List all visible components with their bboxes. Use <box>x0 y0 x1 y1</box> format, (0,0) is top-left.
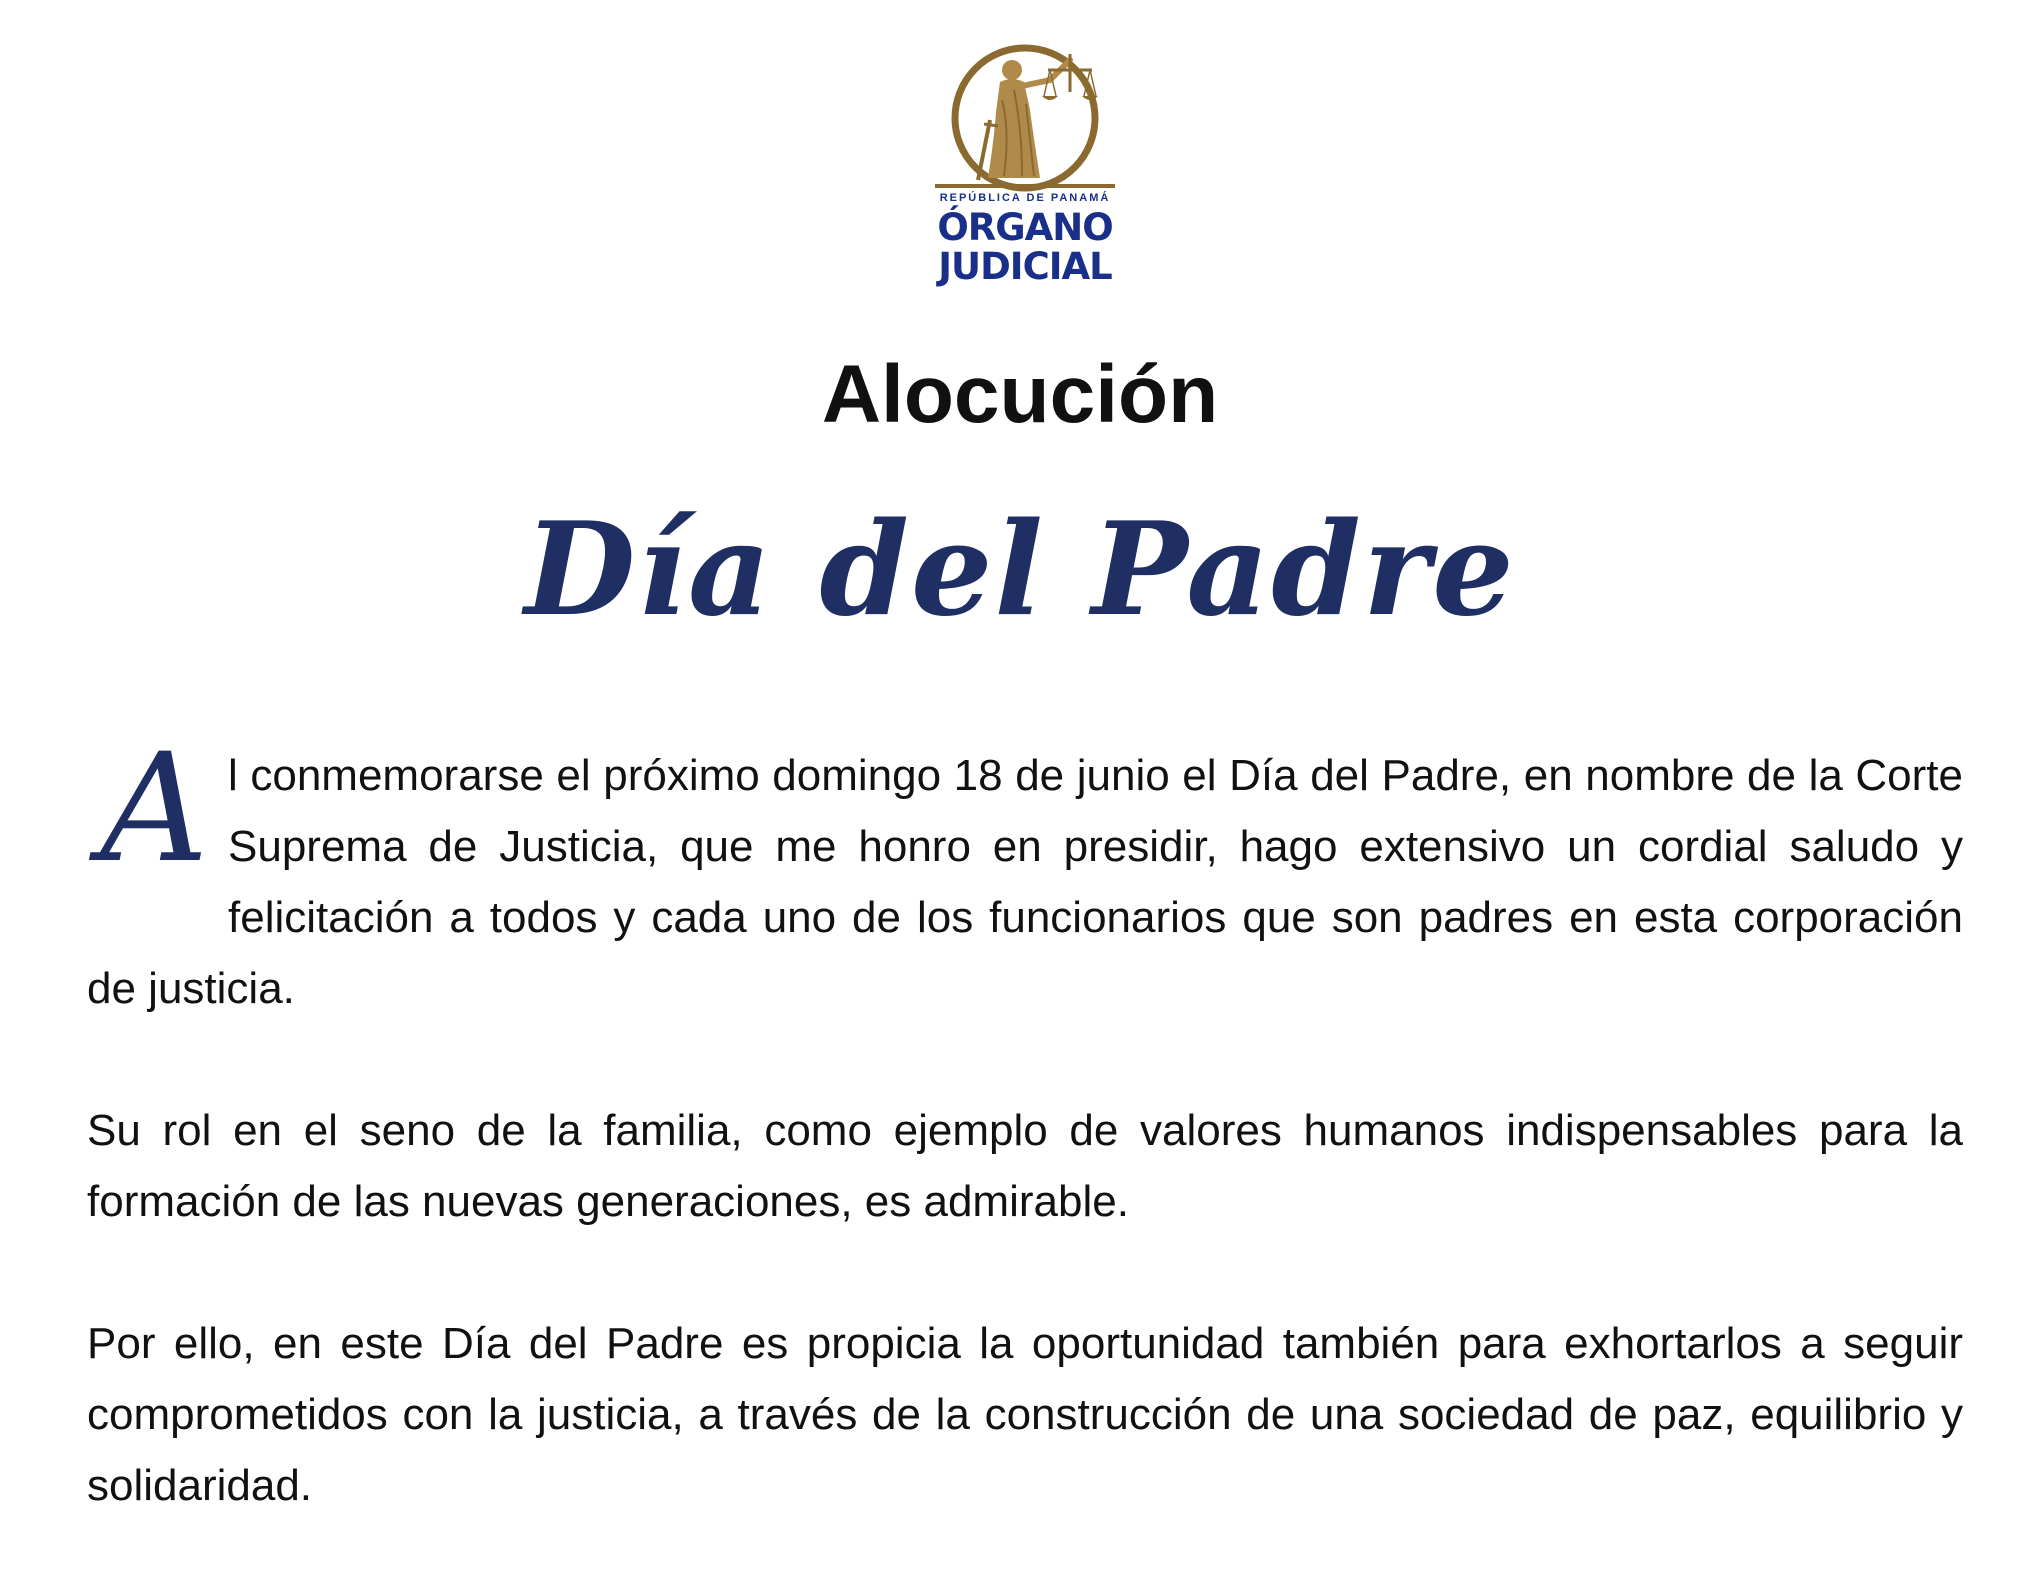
org-name-line1: ÓRGANO <box>937 206 1113 249</box>
document-title: Alocución <box>821 349 1219 440</box>
country-label: REPÚBLICA DE PANAMÁ <box>939 192 1111 204</box>
document-subtitle: Día del Padre <box>524 495 1516 645</box>
paragraph-1 <box>87 722 1963 1024</box>
document-body <box>87 722 1963 1592</box>
lady-justice-emblem-icon <box>930 40 1120 195</box>
paragraph-1-text: l conmemorarse el próximo domingo 18 de junio el Día del Padre, en nombre de la Corte Suprema de Justicia, que me honro en presidir, hago extensivo un cordial saludo y felicitación a todos y cada uno de los funcionarios que son padres en esta corporación de justicia. <box>87 751 1963 1013</box>
org-name-line2: JUDICIAL <box>938 245 1112 288</box>
drop-cap: A <box>100 722 209 896</box>
paragraph-2: Su rol en el seno de la familia, como ejemplo de valores humanos indispensables para la formación de las nuevas generaciones, es admirable. <box>87 1106 1963 1226</box>
paragraph-3: Por ello, en este Día del Padre es propicia la oportunidad también para exhortarlos a seguir comprometidos con la justicia, a través de la construcción de una sociedad de paz, equilibrio y solidaridad. <box>87 1319 1963 1510</box>
organo-judicial-logo <box>930 40 1120 290</box>
